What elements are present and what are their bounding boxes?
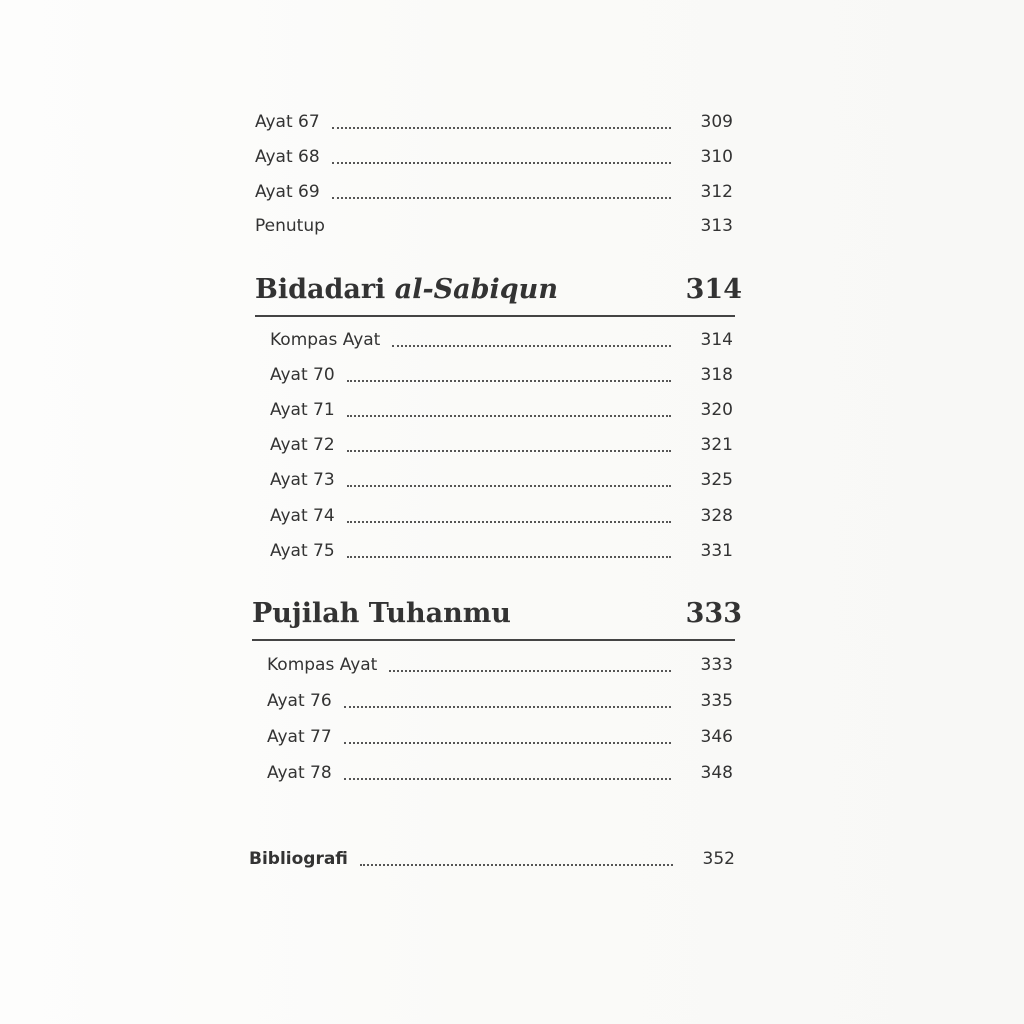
toc-entry[interactable] — [267, 727, 733, 747]
toc-entry[interactable] — [270, 330, 733, 350]
dot-leader — [392, 345, 671, 347]
toc-entry-label: Ayat 70 — [270, 365, 335, 385]
toc-entry-page: 331 — [700, 541, 733, 561]
toc-entry-label: Ayat 69 — [255, 182, 320, 202]
chapter-page: 333 — [685, 598, 742, 629]
chapter-title: Bidadari al-Sabiqun — [255, 274, 558, 305]
dot-leader — [347, 415, 671, 417]
toc-entry-page: 346 — [700, 727, 733, 747]
dot-leader — [347, 556, 671, 558]
toc-entry-label: Ayat 74 — [270, 506, 335, 526]
dot-leader — [332, 162, 671, 164]
toc-entry-page: 313 — [700, 216, 733, 236]
toc-entry[interactable] — [267, 655, 733, 675]
dot-leader — [347, 485, 671, 487]
toc-entry[interactable] — [255, 216, 733, 236]
dot-leader — [332, 197, 671, 199]
toc-entry-label: Ayat 73 — [270, 470, 335, 490]
toc-entry-page: 310 — [700, 147, 733, 167]
dot-leader — [389, 670, 671, 672]
dot-leader — [344, 706, 671, 708]
toc-entry-page: 328 — [700, 506, 733, 526]
dot-leader — [347, 380, 671, 382]
chapter-divider — [252, 639, 735, 641]
toc-entry-page: 333 — [700, 655, 733, 675]
toc-entry[interactable] — [270, 470, 733, 490]
toc-entry-page: 309 — [700, 112, 733, 132]
toc-entry-label: Ayat 71 — [270, 400, 335, 420]
bibliography-page: 352 — [702, 849, 735, 869]
toc-entry[interactable] — [267, 763, 733, 783]
dot-leader — [332, 127, 671, 129]
toc-entry-label: Ayat 67 — [255, 112, 320, 132]
toc-entry-label: Kompas Ayat — [267, 655, 378, 675]
chapter-divider — [255, 315, 735, 317]
dot-leader — [344, 742, 671, 744]
toc-entry-page: 312 — [700, 182, 733, 202]
chapter-heading[interactable] — [252, 598, 742, 629]
toc-entry[interactable] — [270, 506, 733, 526]
toc-entry-page: 348 — [700, 763, 733, 783]
chapter-page: 314 — [685, 274, 742, 305]
bibliography-label: Bibliografi — [249, 849, 348, 869]
dot-leader — [360, 864, 673, 866]
toc-entry[interactable] — [270, 541, 733, 561]
toc-entry-label: Ayat 72 — [270, 435, 335, 455]
toc-entry-page: 325 — [700, 470, 733, 490]
toc-entry-label: Kompas Ayat — [270, 330, 381, 350]
dot-leader — [347, 521, 671, 523]
toc-entry-label: Ayat 76 — [267, 691, 332, 711]
toc-entry-page: 321 — [700, 435, 733, 455]
toc-entry-page: 335 — [700, 691, 733, 711]
toc-entry[interactable] — [267, 691, 733, 711]
toc-entry-page: 320 — [700, 400, 733, 420]
toc-entry[interactable] — [270, 400, 733, 420]
toc-entry-label: Penutup — [255, 216, 325, 236]
toc-entry-label: Ayat 77 — [267, 727, 332, 747]
toc-entry[interactable] — [255, 112, 733, 132]
toc-entry-page: 318 — [700, 365, 733, 385]
dot-leader — [344, 778, 671, 780]
toc-entry-label: Ayat 78 — [267, 763, 332, 783]
toc-entry[interactable] — [270, 365, 733, 385]
chapter-heading[interactable] — [255, 274, 742, 305]
chapter-title: Pujilah Tuhanmu — [252, 598, 511, 629]
toc-entry[interactable] — [255, 147, 733, 167]
toc-entry[interactable] — [270, 435, 733, 455]
toc-entry-label: Ayat 75 — [270, 541, 335, 561]
toc-entry-page: 314 — [700, 330, 733, 350]
bibliography-entry[interactable] — [249, 849, 735, 869]
dot-leader — [347, 450, 671, 452]
toc-entry-label: Ayat 68 — [255, 147, 320, 167]
toc-entry[interactable] — [255, 182, 733, 202]
